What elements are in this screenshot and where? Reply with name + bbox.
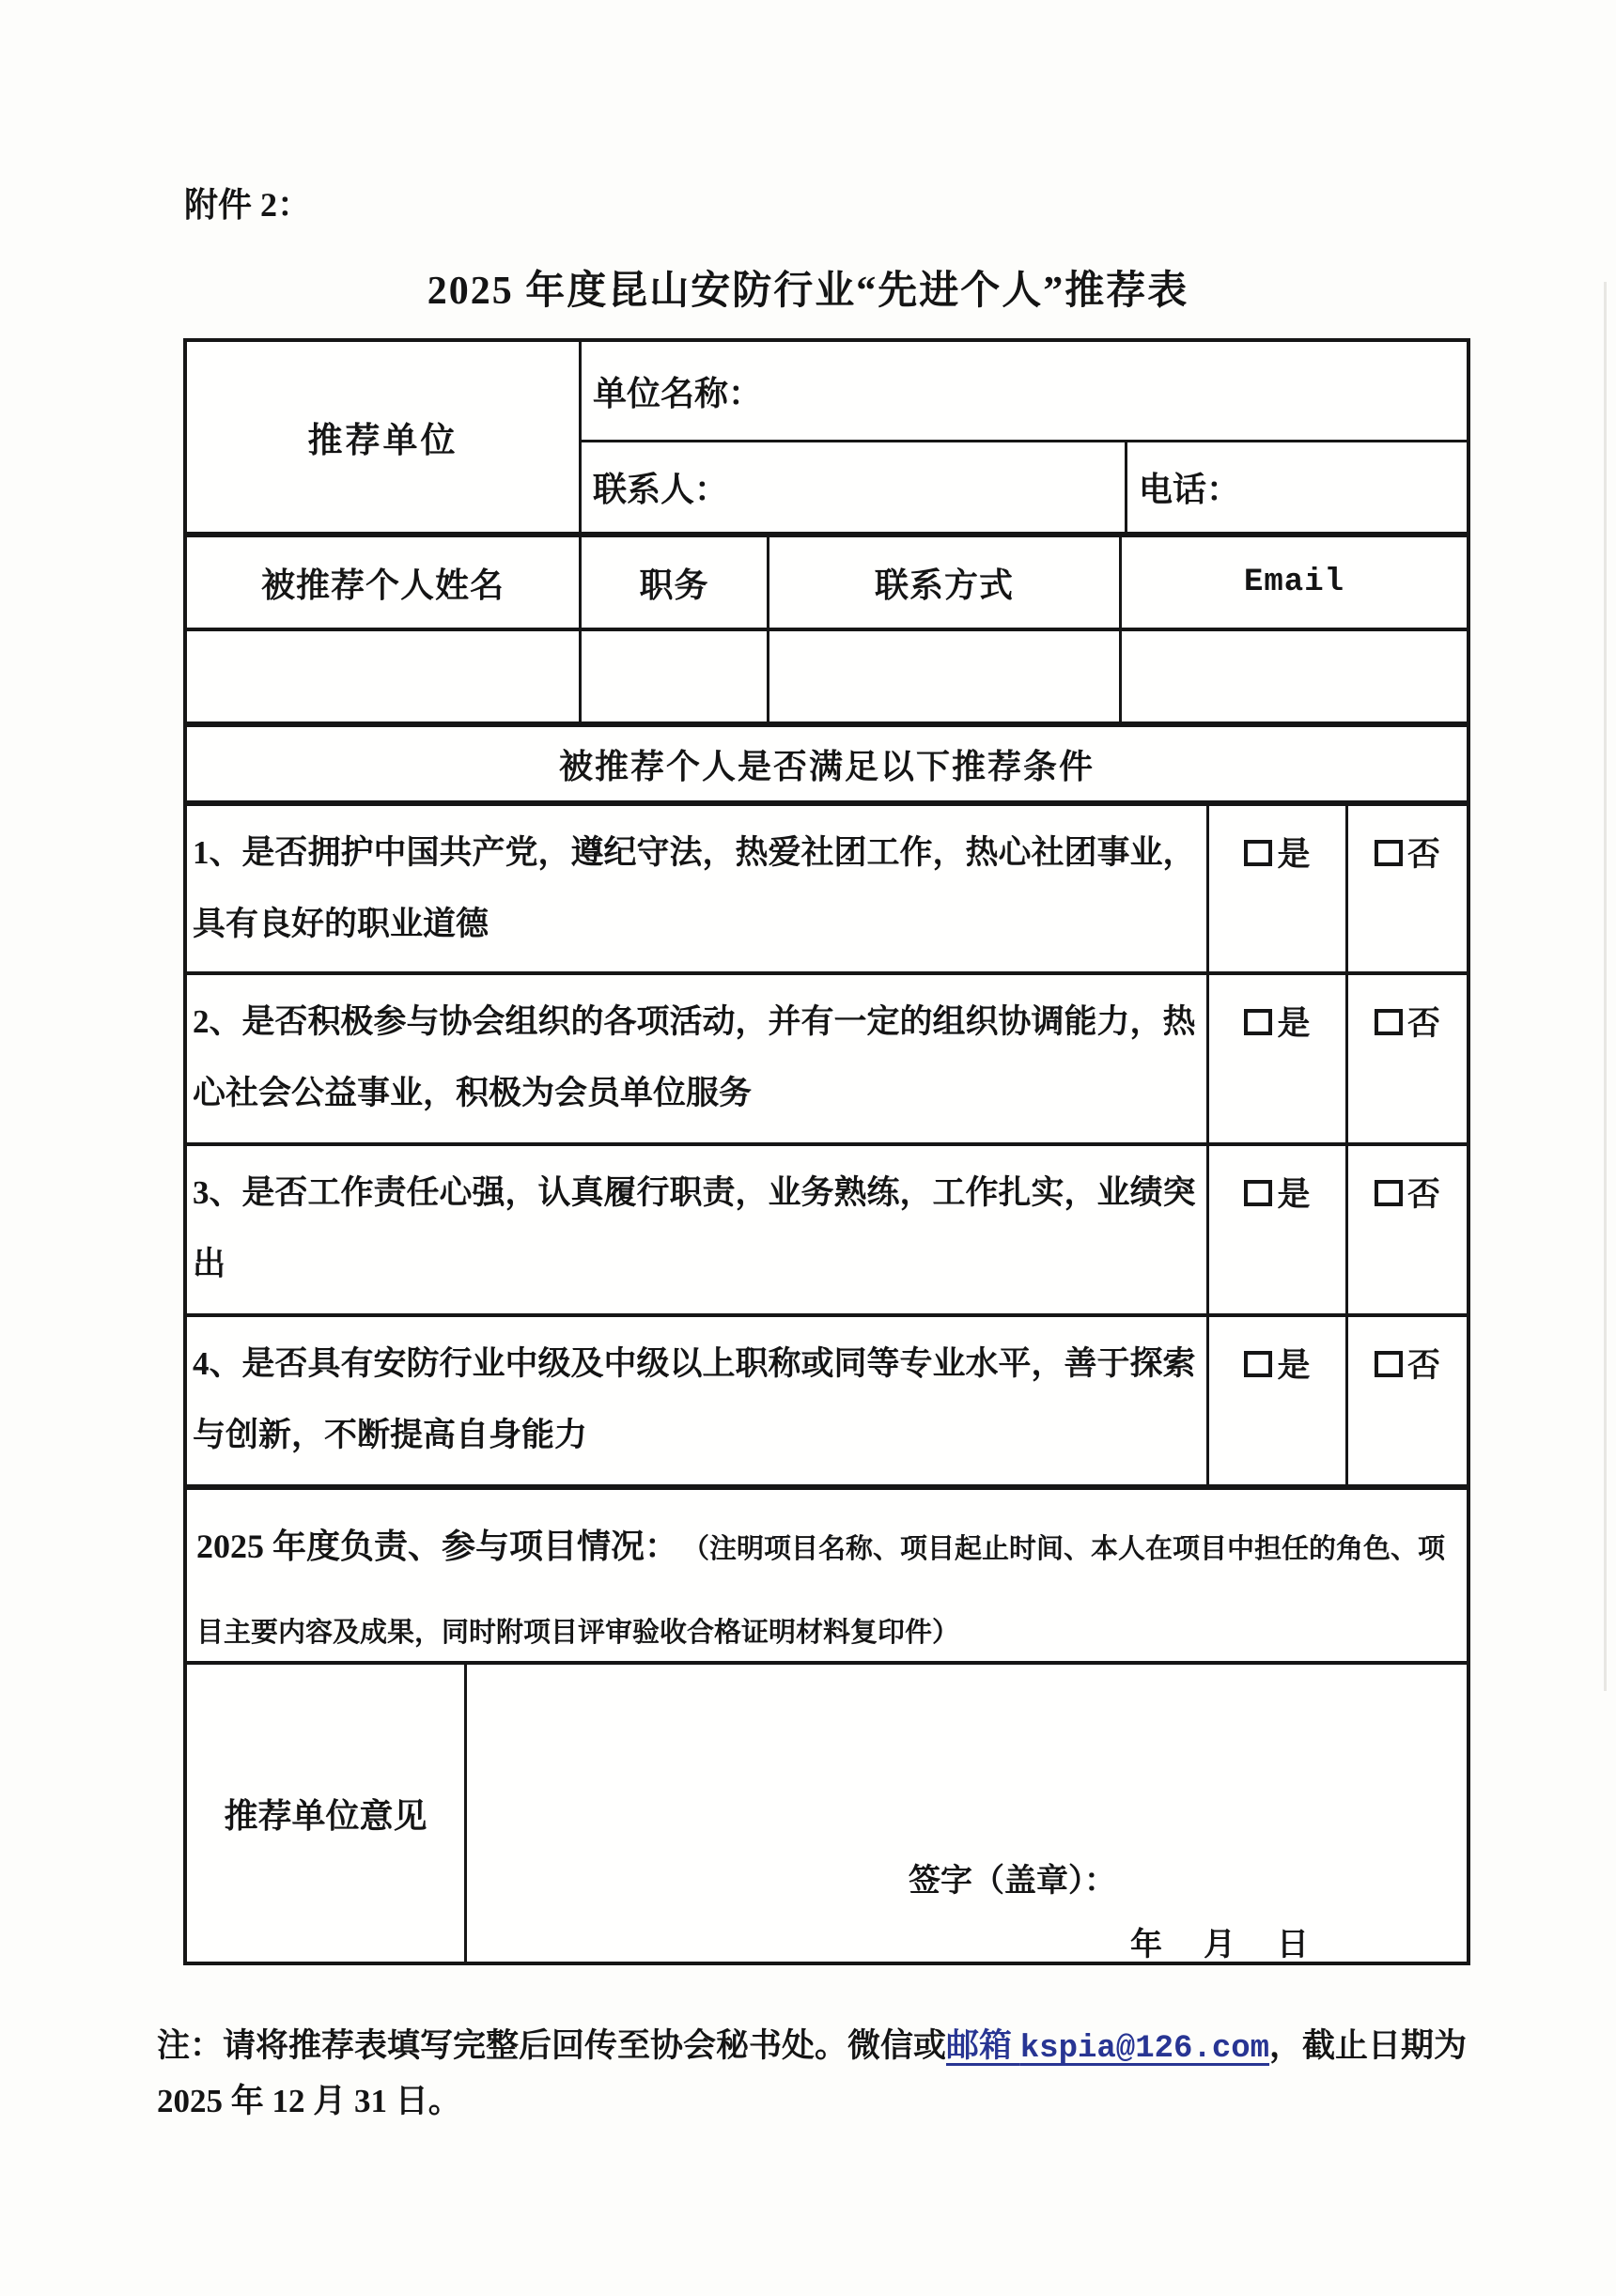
footer-note-line-2: 2025 年 12 月 31 日。	[157, 2083, 461, 2119]
unit-name-cell	[582, 342, 1467, 440]
email-address[interactable]: kspia@126.com	[1019, 2031, 1270, 2067]
criterion-3-yes-cell	[1206, 1146, 1345, 1313]
project-section-row	[187, 1484, 1467, 1661]
recommending-unit-label: 推荐单位	[307, 422, 458, 460]
project-section-note: （注明项目名称、项目起止时间、本人在项目中担任的角色、项目主要内容及成果，同时附项目评审验收合格证明材料复印件）	[196, 1534, 1446, 1648]
criterion-text-2: 2、是否积极参与协会组织的各项活动，并有一定的组织协调能力，热心社会公益事业，积极为会员单位服务	[193, 1003, 1196, 1111]
checkbox-no-icon	[1375, 1009, 1403, 1035]
contact-person-cell	[582, 442, 1125, 532]
checkbox-yes-icon	[1244, 840, 1272, 866]
checkbox-yes-icon	[1244, 1180, 1272, 1206]
email-link-text[interactable]: 邮箱	[946, 2027, 1020, 2064]
no-label: 否	[1406, 1176, 1440, 1213]
yes-label: 是	[1277, 1347, 1311, 1384]
nominee-name-header: 被推荐个人姓名	[260, 566, 505, 604]
project-section-cell	[187, 1490, 1467, 1661]
opinion-label: 推荐单位意见	[224, 1796, 427, 1835]
criterion-row-1	[187, 800, 1467, 971]
contact-phone-row	[582, 440, 1467, 532]
nominee-data-row	[187, 628, 1467, 721]
criterion-row-2	[187, 971, 1467, 1142]
nominee-name-field	[187, 631, 579, 721]
criterion-4-yes-cell	[1206, 1317, 1345, 1484]
attachment-label: 附件 2：	[184, 186, 312, 224]
nominee-header-row	[187, 532, 1467, 628]
phone-label: 电话：	[1139, 471, 1241, 508]
contact-method-field	[767, 631, 1119, 721]
footer-note-prefix: 注：请将推荐表填写完整后回传至协会秘书处。微信或	[157, 2027, 947, 2064]
recommending-unit-fields	[579, 342, 1467, 532]
email-field	[1119, 631, 1467, 721]
email-header: Email	[1119, 537, 1467, 628]
recommending-unit-row	[187, 342, 1467, 532]
yes-label: 是	[1277, 836, 1311, 873]
criterion-text-3: 3、是否工作责任心强，认真履行职责，业务熟练，工作扎实，业绩突出	[193, 1174, 1196, 1282]
email-link[interactable]	[946, 2027, 1270, 2067]
no-label: 否	[1406, 836, 1440, 873]
criteria-title: 被推荐个人是否满足以下推荐条件	[558, 747, 1095, 785]
footer-note-line-1	[157, 2020, 1491, 2075]
project-section-title: 2025 年度负责、参与项目情况：	[196, 1528, 679, 1565]
unit-name-label: 单位名称：	[593, 374, 763, 412]
checkbox-no-icon	[1375, 840, 1403, 866]
position-header: 职务	[579, 537, 767, 628]
opinion-row	[187, 1661, 1467, 1962]
criterion-2-no-cell	[1345, 975, 1467, 1142]
scan-edge-artifact	[1604, 282, 1607, 1691]
no-label: 否	[1406, 1347, 1440, 1384]
criteria-title-row	[187, 721, 1467, 800]
criterion-3-no-cell	[1345, 1146, 1467, 1313]
criterion-4-no-cell	[1345, 1317, 1467, 1484]
criterion-text-1: 1、是否拥护中国共产党，遵纪守法，热爱社团工作，热心社团事业，具有良好的职业道德	[193, 834, 1196, 942]
criterion-row-4	[187, 1313, 1467, 1484]
contact-person-label: 联系人：	[593, 471, 729, 508]
criterion-1-yes-cell	[1206, 806, 1345, 971]
footer-note-suffix: ，截止日期为	[1269, 2027, 1468, 2064]
no-label: 否	[1406, 1005, 1440, 1042]
checkbox-no-icon	[1375, 1351, 1403, 1377]
criterion-2-yes-cell	[1206, 975, 1345, 1142]
yes-label: 是	[1277, 1176, 1311, 1213]
criterion-row-3	[187, 1142, 1467, 1313]
phone-cell	[1125, 442, 1467, 532]
checkbox-no-icon	[1375, 1180, 1403, 1206]
opinion-content-cell	[464, 1665, 1467, 1962]
position-field	[579, 631, 767, 721]
checkbox-yes-icon	[1244, 1009, 1272, 1035]
footer-note	[157, 2020, 1491, 2128]
yes-label: 是	[1277, 1005, 1311, 1042]
recommendation-table	[183, 338, 1470, 1965]
signature-label: 签字（盖章）：	[909, 1864, 1116, 1899]
page-title: 2025 年度昆山安防行业“先进个人”推荐表	[427, 270, 1189, 313]
criterion-1-no-cell	[1345, 806, 1467, 971]
date-label: 年 月 日	[1130, 1928, 1313, 1962]
criterion-text-4: 4、是否具有安防行业中级及中级以上职称或同等专业水平，善于探索与创新，不断提高自身能力	[193, 1345, 1196, 1453]
contact-method-header: 联系方式	[767, 537, 1119, 628]
checkbox-yes-icon	[1244, 1351, 1272, 1377]
